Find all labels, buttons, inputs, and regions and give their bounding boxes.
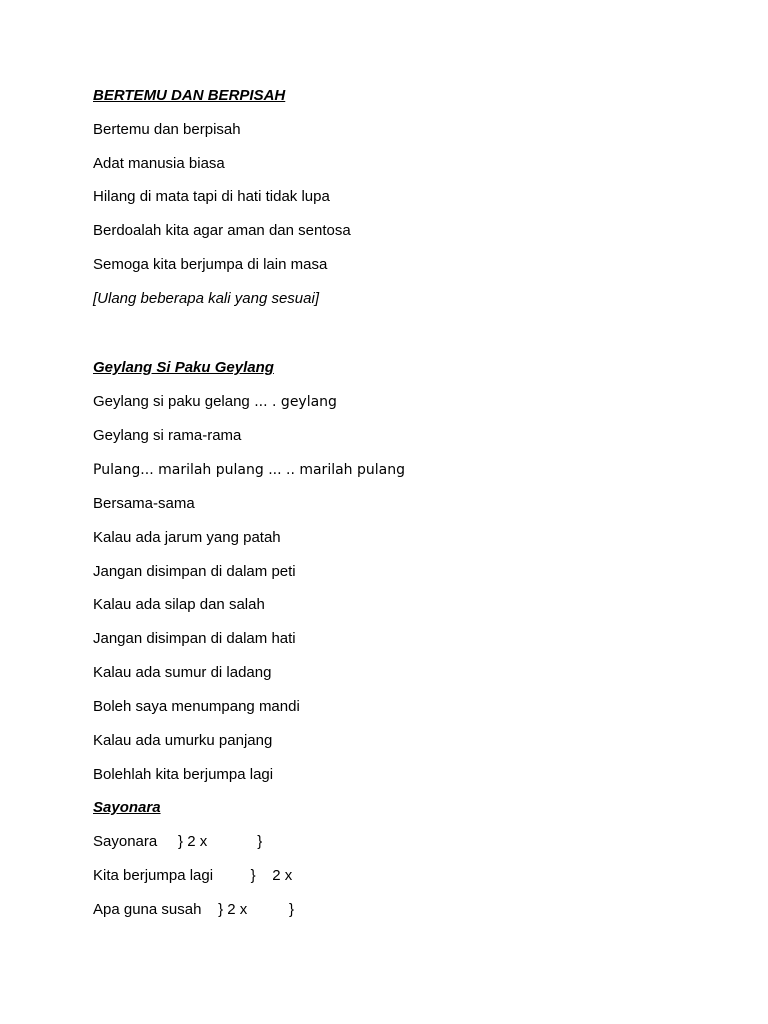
lyric-line: Kalau ada sumur di ladang	[93, 664, 272, 681]
lyric-line: Apa guna susah } 2 x }	[93, 901, 294, 918]
lyric-line: Kalau ada silap dan salah	[93, 596, 265, 613]
lyric-line: Kita berjumpa lagi } 2 x	[93, 867, 293, 884]
lyric-line: Jangan disimpan di dalam hati	[93, 630, 296, 647]
lyric-line: Pulang... marilah pulang ... .. marilah pulang	[93, 462, 405, 478]
lyric-line: Hilang di mata tapi di hati tidak lupa	[93, 188, 330, 205]
section-title-sayonara: Sayonara	[93, 799, 161, 816]
lyric-line: Jangan disimpan di dalam peti	[93, 563, 296, 580]
lyric-line-tail: ... . geylang	[249, 394, 337, 410]
lyric-line: Bersama-sama	[93, 495, 195, 512]
repeat-note: [Ulang beberapa kali yang sesuai]	[93, 290, 319, 307]
lyric-line: Geylang si rama-rama	[93, 427, 242, 444]
lyric-line: Bolehlah kita berjumpa lagi	[93, 766, 274, 783]
lyric-line	[93, 393, 337, 411]
lyric-line: Adat manusia biasa	[93, 155, 225, 172]
lyric-line: Sayonara } 2 x }	[93, 833, 263, 850]
section-title-geylang-si-paku-geylang: Geylang Si Paku Geylang	[93, 359, 274, 376]
lyric-line: Boleh saya menumpang mandi	[93, 698, 300, 715]
lyric-line: Kalau ada umurku panjang	[93, 732, 273, 749]
lyric-line-main: Geylang si paku gelang	[93, 393, 250, 410]
section-title-bertemu-dan-berpisah: BERTEMU DAN BERPISAH	[93, 87, 286, 104]
lyric-line: Semoga kita berjumpa di lain masa	[93, 256, 328, 273]
lyric-line: Kalau ada jarum yang patah	[93, 529, 281, 546]
lyric-line: Berdoalah kita agar aman dan sentosa	[93, 222, 351, 239]
lyric-line: Bertemu dan berpisah	[93, 121, 241, 138]
